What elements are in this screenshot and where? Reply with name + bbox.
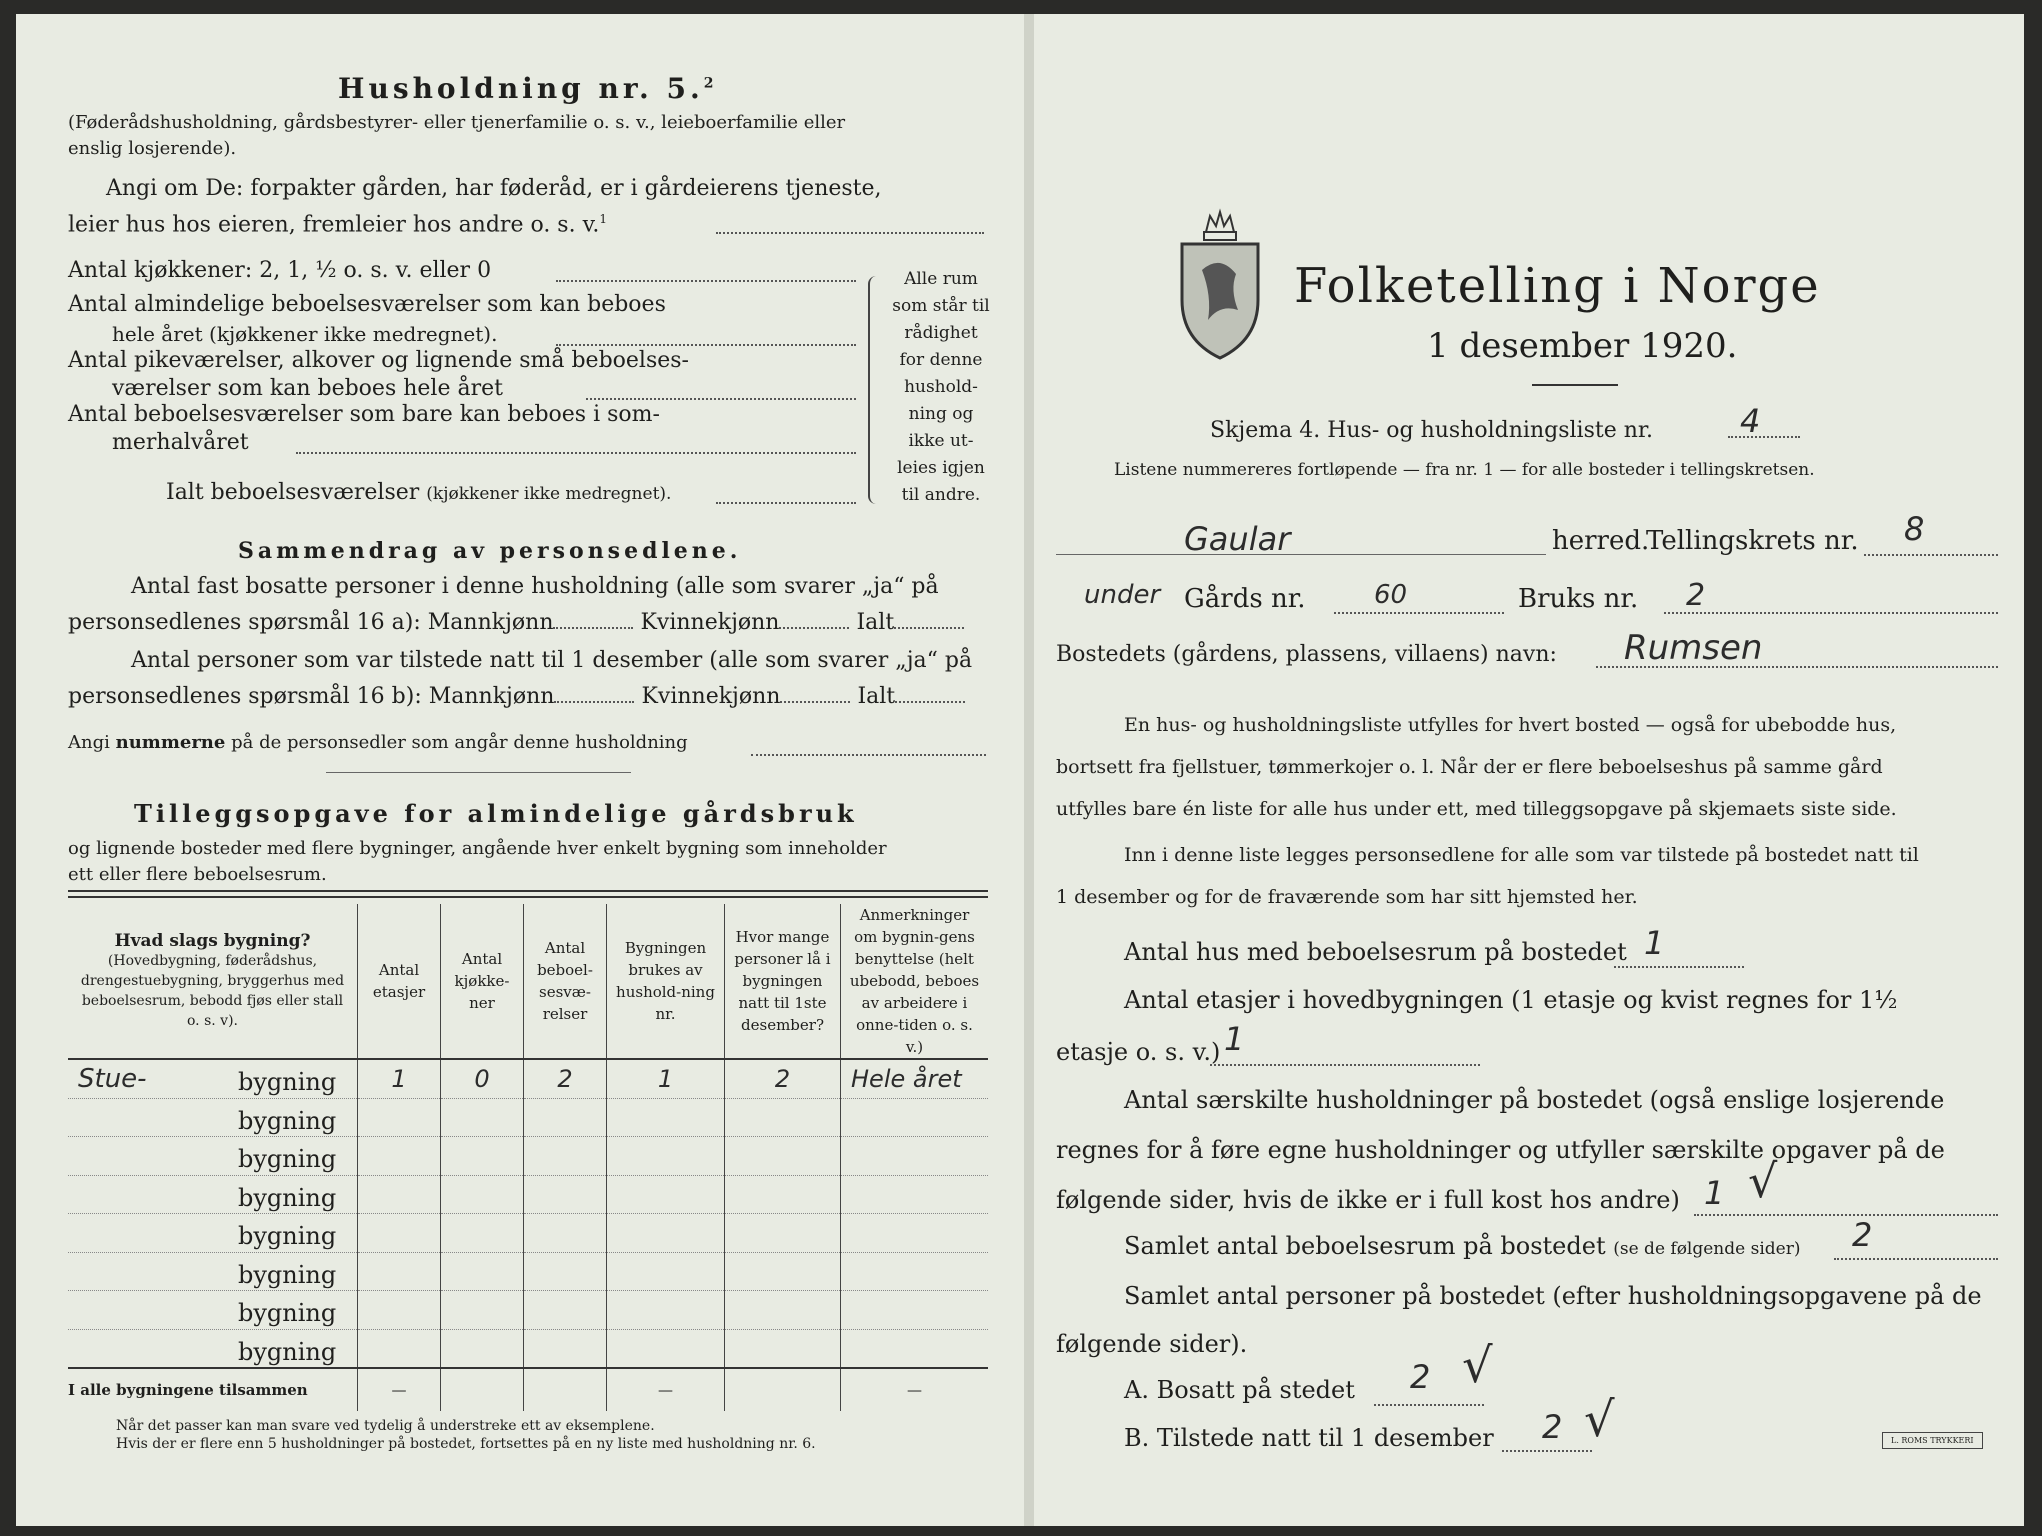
row-hushold-cell <box>607 1098 725 1137</box>
row-type-cell <box>68 1175 358 1214</box>
building-table <box>68 904 988 1411</box>
printer-stamp: L. ROMS TRYKKERI <box>1882 1432 1983 1449</box>
census-date: 1 desember 1920. <box>1427 326 1738 366</box>
row-type-cell <box>68 1137 358 1176</box>
tillegg-sub-2: ett eller flere beboelsesrum. <box>68 864 327 885</box>
table-row <box>68 1329 988 1368</box>
rooms-line-4: Antal pikeværelser, alkover og lignende små beboelses- <box>68 348 689 373</box>
bosted-label: Bostedets (gårdens, plassens, villaens) navn: <box>1056 642 1557 667</box>
row-anm-cell: Hele året <box>841 1059 989 1098</box>
rooms-line-3: hele året (kjøkkener ikke medregnet). <box>112 322 498 346</box>
row-bygning-label: bygning <box>238 1068 337 1096</box>
samlet-rom-label: Samlet antal beboelsesrum på bostedet (se de følgende sider) <box>1124 1232 1801 1260</box>
tilstede-check-icon: √ <box>1584 1392 1615 1448</box>
coat-of-arms-icon <box>1176 200 1264 362</box>
ialt-beboelse: Ialt beboelsesværelser (kjøkkener ikke medregnet). <box>166 480 672 505</box>
row-vaerelser-cell <box>524 1098 607 1137</box>
row-personer-cell <box>725 1175 841 1214</box>
instruction-4: Inn i denne liste legges personsedlene for alle som var tilstede på bostedet natt til <box>1124 844 1919 866</box>
etasjer-value: 1 <box>1224 1020 1245 1058</box>
row-anm-cell <box>841 1098 989 1137</box>
row-etasjer-cell <box>358 1175 441 1214</box>
samlet-rom-value: 2 <box>1852 1216 1873 1254</box>
row-bygning-label: bygning <box>238 1222 337 1250</box>
page-fold <box>1024 14 1034 1526</box>
etasjer-line-2: etasje o. s. v.) <box>1056 1038 1221 1066</box>
rooms-line-1: Antal kjøkkener: 2, 1, ½ o. s. v. eller 0 <box>68 258 492 283</box>
tillegg-sub-1: og lignende bosteder med flere bygninger, angående hver enkelt bygning som inneholder <box>68 838 887 859</box>
footnote-2: Hvis der er flere enn 5 husholdninger på bostedet, fortsettes på en ny liste med husholdning nr. 6. <box>116 1436 816 1452</box>
row-etasjer-cell <box>358 1252 441 1291</box>
bruks-value: 2 <box>1686 578 1706 613</box>
skjema-label: Skjema 4. Hus- og husholdningsliste nr. <box>1210 418 1653 443</box>
bruks-label: Bruks nr. <box>1518 584 1639 614</box>
herred-value: Gaular <box>1184 520 1291 558</box>
instruction-5: 1 desember og for de fraværende som har sitt hjemsted her. <box>1056 886 1638 908</box>
row-vaerelser-cell <box>524 1137 607 1176</box>
instruction-3: utfylles bare én liste for alle hus under ett, med tilleggsopgave på skjemaets siste side. <box>1056 798 1897 820</box>
tilstede-value: 2 <box>1542 1408 1563 1446</box>
antal-hus-value: 1 <box>1644 924 1665 962</box>
herred-label: herred. <box>1552 526 1650 556</box>
left-page <box>16 14 1024 1526</box>
row-bygning-label: bygning <box>238 1145 337 1173</box>
tellingskrets-label: Tellingskrets nr. <box>1646 526 1859 556</box>
row-personer-cell <box>725 1291 841 1330</box>
row-type-cell <box>68 1329 358 1368</box>
row-personer-cell <box>725 1098 841 1137</box>
row-hushold-cell <box>607 1291 725 1330</box>
sammendrag-line-4: personsedlenes spørsmål 16 b): Mannkjønn Kvinnekjønn Ialt <box>68 684 965 709</box>
total-anm: — <box>841 1368 989 1411</box>
check-mark-icon: √ <box>1748 1154 1778 1208</box>
row-etasjer-cell <box>358 1098 441 1137</box>
row-kjokken-cell: 0 <box>441 1059 524 1098</box>
table-row <box>68 1059 988 1098</box>
col-vaerelser-header: Antal beboel-sesvæ-relser <box>524 904 607 1059</box>
row-kjokken-cell <box>441 1329 524 1368</box>
husholdninger-line-3: følgende sider, hvis de ikke er i full kost hos andre) <box>1056 1186 1680 1214</box>
angi-nummerne: Angi nummerne på de personsedler som angår denne husholdning <box>68 732 688 753</box>
row-vaerelser-cell <box>524 1291 607 1330</box>
gards-label: Gårds nr. <box>1184 584 1306 614</box>
intro-line-2: enslig losjerende). <box>68 138 237 159</box>
husholdninger-line-1: Antal særskilte husholdninger på bostedet (også enslige losjerende <box>1124 1086 1945 1114</box>
rooms-line-2: Antal almindelige beboelsesværelser som kan beboes <box>68 292 666 317</box>
tillegg-title: Tilleggsopgave for almindelige gårdsbruk <box>134 799 858 828</box>
col-kjokken-header: Antal kjøkke-ner <box>441 904 524 1059</box>
angi-line-2: leier hus hos eieren, fremleier hos andre o. s. v.$^1$ <box>68 212 608 238</box>
row-type-cell <box>68 1252 358 1291</box>
tellingskrets-value: 8 <box>1904 510 1925 548</box>
row-kjokken-cell <box>441 1214 524 1253</box>
samlet-pers-line-1: Samlet antal personer på bostedet (efter husholdningsopgavene på de <box>1124 1282 1982 1310</box>
total-etasjer: — <box>358 1368 441 1411</box>
row-kjokken-cell <box>441 1137 524 1176</box>
row-hushold-cell <box>607 1329 725 1368</box>
row-bygning-label: bygning <box>238 1299 337 1327</box>
row-hushold-cell <box>607 1214 725 1253</box>
sammendrag-line-3: Antal personer som var tilstede natt til 1 desember (alle som svarer „ja“ på <box>131 648 973 673</box>
row-etasjer-cell <box>358 1137 441 1176</box>
total-vaerelser <box>524 1368 607 1411</box>
row-anm-cell <box>841 1252 989 1291</box>
row-bygning-label: bygning <box>238 1183 337 1212</box>
instruction-2: bortsett fra fjellstuer, tømmerkojer o. l. Når der er flere beboelseshus på samme gård <box>1056 756 1883 778</box>
row-personer-cell <box>725 1137 841 1176</box>
row-anm-cell <box>841 1329 989 1368</box>
table-row <box>68 1137 988 1176</box>
row-hushold-cell <box>607 1137 725 1176</box>
side-note: Alle rum som står til rådighet for denne hushold- ning og ikke ut- leies igjen til andre. <box>892 269 990 505</box>
row-bygning-label: bygning <box>238 1260 337 1289</box>
row-type-cell <box>68 1291 358 1330</box>
row-hushold-cell: 1 <box>607 1059 725 1098</box>
rooms-line-7: merhalvåret <box>112 430 249 455</box>
gards-prefix: under <box>1084 580 1161 610</box>
row-personer-cell <box>725 1252 841 1291</box>
col-type-header: Hvad slags bygning? (Hovedbygning, føderådshus, drengestuebygning, bryggerhus med beboelsesrum, bebodd fjøs eller stall o. s. v). <box>68 904 358 1059</box>
table-row <box>68 1098 988 1137</box>
row-hushold-cell <box>607 1175 725 1214</box>
row-vaerelser-cell <box>524 1175 607 1214</box>
row-anm-cell <box>841 1137 989 1176</box>
row-kjokken-cell <box>441 1291 524 1330</box>
table-row <box>68 1252 988 1291</box>
census-title: Folketelling i Norge <box>1294 258 1821 314</box>
col-hushold-header: Bygningen brukes av hushold-ning nr. <box>607 904 725 1059</box>
row-personer-cell: 2 <box>725 1059 841 1098</box>
listene-note: Listene nummereres fortløpende — fra nr. 1 — for alle bosteder i tellingskretsen. <box>1114 460 1815 480</box>
rooms-line-5: værelser som kan beboes hele året <box>112 376 503 401</box>
right-page <box>1034 14 2024 1526</box>
row-etasjer-cell <box>358 1214 441 1253</box>
gards-value: 60 <box>1374 580 1408 610</box>
husholdninger-value: 1 <box>1704 1174 1725 1212</box>
row-bygning-label: bygning <box>238 1106 337 1135</box>
total-kjokken <box>441 1368 524 1411</box>
total-label: I alle bygningene tilsammen <box>68 1368 358 1411</box>
sammendrag-line-1: Antal fast bosatte personer i denne husholdning (alle som svarer „ja“ på <box>131 574 939 599</box>
row-type-cell <box>68 1059 358 1098</box>
angi-line-1: Angi om De: forpakter gården, har føderåd, er i gårdeierens tjeneste, <box>106 176 882 201</box>
row-anm-cell <box>841 1214 989 1253</box>
row-vaerelser-cell <box>524 1214 607 1253</box>
intro-line-1: (Føderådshusholdning, gårdsbestyrer- eller tjenerfamilie o. s. v., leieboerfamilie eller <box>68 112 846 133</box>
row-bygning-label: bygning <box>238 1337 337 1366</box>
row-personer-cell <box>725 1329 841 1368</box>
row-kjokken-cell <box>441 1098 524 1137</box>
bosted-value: Rumsen <box>1624 628 1763 668</box>
etasjer-line-1: Antal etasjer i hovedbygningen (1 etasje og kvist regnes for 1½ <box>1124 986 1898 1014</box>
row-kjokken-cell <box>441 1252 524 1291</box>
table-total-row <box>68 1368 988 1411</box>
table-header-row <box>68 904 988 1059</box>
tilstede-label: B. Tilstede natt til 1 desember <box>1124 1424 1494 1452</box>
row-etasjer-cell: 1 <box>358 1059 441 1098</box>
row-vaerelser-cell <box>524 1329 607 1368</box>
instruction-1: En hus- og husholdningsliste utfylles for hvert bosted — også for ubebodde hus, <box>1124 714 1897 736</box>
row-type-cell <box>68 1098 358 1137</box>
row-type-value: Stue- <box>78 1064 147 1094</box>
row-anm-cell <box>841 1291 989 1330</box>
bosatt-label: A. Bosatt på stedet <box>1124 1376 1355 1404</box>
bosatt-check-icon: √ <box>1462 1338 1493 1394</box>
bosatt-value: 2 <box>1410 1358 1431 1396</box>
col-anm-header: Anmerkninger om bygnin-gens benyttelse (helt ubebodd, beboes av arbeidere i onne-tiden o. s. v.) <box>841 904 989 1059</box>
row-vaerelser-cell: 2 <box>524 1059 607 1098</box>
total-personer <box>725 1368 841 1411</box>
total-hushold: — <box>607 1368 725 1411</box>
row-hushold-cell <box>607 1252 725 1291</box>
table-row <box>68 1175 988 1214</box>
table-row <box>68 1214 988 1253</box>
husholdning-title: Husholdning nr. 5.$^2$ <box>338 72 718 105</box>
row-personer-cell <box>725 1214 841 1253</box>
row-etasjer-cell <box>358 1291 441 1330</box>
row-anm-cell <box>841 1175 989 1214</box>
col-etasjer-header: Antal etasjer <box>358 904 441 1059</box>
col-personer-header: Hvor mange personer lå i bygningen natt til 1ste desember? <box>725 904 841 1059</box>
samlet-pers-line-2: følgende sider). <box>1056 1330 1248 1358</box>
footnote-1: Når det passer kan man svare ved tydelig å understreke ett av eksemplene. <box>116 1418 655 1434</box>
sammendrag-title: Sammendrag av personsedlene. <box>238 538 742 564</box>
skjema-nr: 4 <box>1740 402 1761 440</box>
husholdninger-line-2: regnes for å føre egne husholdninger og utfyller særskilte opgaver på de <box>1056 1136 1945 1164</box>
table-row <box>68 1291 988 1330</box>
antal-hus-label: Antal hus med beboelsesrum på bostedet <box>1124 938 1627 966</box>
row-type-cell <box>68 1214 358 1253</box>
row-kjokken-cell <box>441 1175 524 1214</box>
sammendrag-line-2: personsedlenes spørsmål 16 a): Mannkjønn Kvinnekjønn Ialt <box>68 610 964 635</box>
row-etasjer-cell <box>358 1329 441 1368</box>
row-vaerelser-cell <box>524 1252 607 1291</box>
rooms-line-6: Antal beboelsesværelser som bare kan beboes i som- <box>68 402 660 427</box>
